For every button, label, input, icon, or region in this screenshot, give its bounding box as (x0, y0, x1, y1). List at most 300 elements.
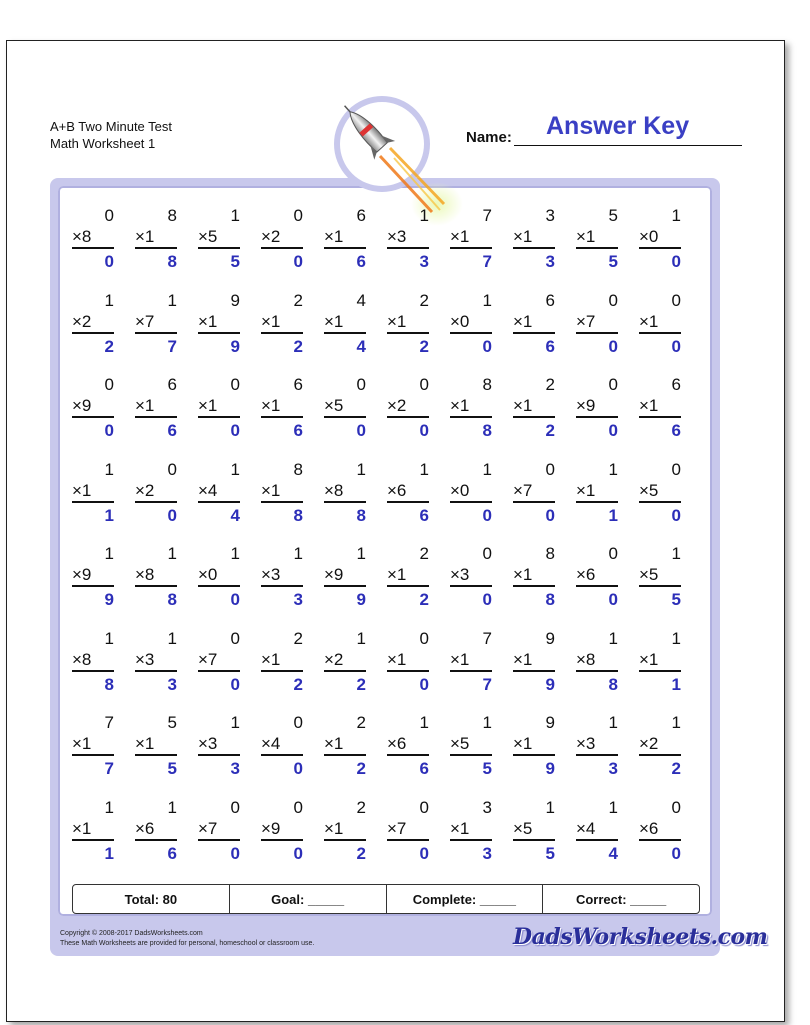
math-problem (387, 290, 429, 375)
math-problem (576, 712, 618, 797)
complete-field[interactable]: Complete: _____ (387, 885, 544, 913)
answer: 2 (356, 674, 366, 694)
answer: 0 (230, 421, 240, 440)
name-underline (514, 145, 742, 146)
operand-bottom: ×2 (324, 649, 366, 672)
operand-top: 0 (167, 459, 177, 479)
math-problem (639, 797, 681, 882)
answer: 0 (671, 505, 681, 525)
operand-bottom: ×2 (135, 480, 177, 503)
operand-bottom: ×5 (639, 480, 681, 503)
answer: 7 (482, 252, 492, 271)
answer: 1 (104, 505, 114, 525)
operand-bottom: ×9 (72, 564, 114, 587)
answer: 0 (671, 336, 681, 356)
operand-bottom: ×1 (450, 395, 492, 418)
operand-top: 0 (293, 797, 303, 817)
operand-top: 1 (671, 713, 681, 732)
operand-bottom: ×1 (324, 818, 366, 841)
operand-top: 1 (356, 459, 366, 479)
answer: 5 (608, 252, 618, 271)
answer: 9 (230, 336, 240, 356)
operand-bottom: ×5 (324, 395, 366, 418)
brand-logo: DadsWorksheets.com (513, 924, 768, 950)
math-problem (198, 543, 240, 628)
answer: 6 (293, 421, 303, 440)
answer: 0 (293, 759, 303, 778)
operand-bottom: ×8 (72, 649, 114, 672)
answer: 6 (419, 759, 429, 778)
operand-top: 9 (545, 628, 555, 648)
operand-top: 8 (167, 206, 177, 225)
answer: 0 (482, 336, 492, 356)
math-problem (198, 712, 240, 797)
operand-top: 1 (671, 544, 681, 563)
math-problem (198, 205, 240, 290)
operand-top: 0 (419, 797, 429, 817)
answer: 1 (608, 505, 618, 525)
answer: 8 (167, 590, 177, 609)
operand-top: 8 (545, 544, 555, 563)
operand-bottom: ×3 (261, 564, 303, 587)
operand-top: 6 (293, 375, 303, 394)
math-problem (513, 628, 555, 713)
operand-bottom: ×1 (324, 226, 366, 249)
answer: 8 (608, 674, 618, 694)
math-problem (639, 374, 681, 459)
math-problem (324, 374, 366, 459)
math-problem (135, 290, 177, 375)
title-line-1: A+B Two Minute Test (50, 119, 173, 134)
operand-bottom: ×6 (639, 818, 681, 841)
operand-top: 2 (293, 628, 303, 648)
answer: 6 (671, 421, 681, 440)
operand-bottom: ×1 (261, 480, 303, 503)
operand-top: 0 (608, 290, 618, 310)
operand-bottom: ×1 (513, 733, 555, 756)
operand-bottom: ×0 (450, 480, 492, 503)
answer: 3 (230, 759, 240, 778)
answer: 3 (167, 674, 177, 694)
answer: 0 (419, 421, 429, 440)
math-problem (450, 628, 492, 713)
answer: 7 (167, 336, 177, 356)
math-problem (261, 459, 303, 544)
usage-note: These Math Worksheets are provided for personal, homeschool or classroom use. (60, 940, 315, 947)
problem-grid (72, 205, 702, 881)
answer: 0 (482, 590, 492, 609)
operand-bottom: ×1 (72, 480, 114, 503)
answer: 0 (104, 421, 114, 440)
math-problem (261, 712, 303, 797)
math-problem (324, 205, 366, 290)
operand-bottom: ×1 (135, 226, 177, 249)
operand-top: 0 (293, 206, 303, 225)
operand-top: 0 (482, 544, 492, 563)
math-problem (576, 628, 618, 713)
math-problem (513, 712, 555, 797)
operand-bottom: ×8 (324, 480, 366, 503)
answer: 0 (608, 336, 618, 356)
math-problem (135, 797, 177, 882)
operand-top: 1 (230, 544, 240, 563)
math-problem (324, 543, 366, 628)
operand-bottom: ×7 (513, 480, 555, 503)
answer: 8 (167, 252, 177, 271)
math-problem (261, 628, 303, 713)
answer-key-text: Answer Key (546, 112, 690, 140)
operand-top: 0 (545, 459, 555, 479)
operand-bottom: ×2 (72, 311, 114, 334)
operand-bottom: ×0 (450, 311, 492, 334)
answer: 9 (545, 759, 555, 778)
math-problem (450, 543, 492, 628)
operand-bottom: ×8 (576, 649, 618, 672)
operand-bottom: ×1 (198, 395, 240, 418)
operand-top: 0 (230, 797, 240, 817)
operand-top: 1 (104, 628, 114, 648)
operand-bottom: ×8 (135, 564, 177, 587)
math-problem (72, 628, 114, 713)
operand-top: 1 (104, 797, 114, 817)
operand-bottom: ×7 (198, 818, 240, 841)
math-problem (576, 374, 618, 459)
operand-bottom: ×1 (72, 818, 114, 841)
math-problem (639, 543, 681, 628)
math-problem (387, 374, 429, 459)
operand-bottom: ×1 (324, 311, 366, 334)
math-problem (387, 628, 429, 713)
answer: 5 (482, 759, 492, 778)
operand-top: 1 (482, 713, 492, 732)
answer: 5 (545, 843, 555, 863)
answer: 5 (230, 252, 240, 271)
answer: 4 (608, 843, 618, 863)
math-problem (72, 374, 114, 459)
name-field[interactable] (466, 112, 742, 146)
operand-top: 1 (419, 206, 429, 225)
operand-top: 0 (230, 375, 240, 394)
operand-top: 1 (104, 459, 114, 479)
operand-bottom: ×5 (513, 818, 555, 841)
answer: 0 (293, 843, 303, 863)
copyright-text: Copyright © 2008-2017 DadsWorksheets.com (60, 930, 203, 937)
operand-top: 0 (293, 713, 303, 732)
math-problem (576, 290, 618, 375)
math-problem (135, 459, 177, 544)
operand-top: 1 (230, 713, 240, 732)
operand-top: 2 (419, 290, 429, 310)
math-problem (576, 459, 618, 544)
operand-bottom: ×1 (261, 395, 303, 418)
operand-top: 1 (482, 459, 492, 479)
operand-top: 0 (671, 459, 681, 479)
operand-bottom: ×7 (135, 311, 177, 334)
operand-bottom: ×1 (135, 395, 177, 418)
correct-field[interactable]: Correct: _____ (575, 891, 667, 907)
operand-top: 1 (608, 713, 618, 732)
operand-bottom: ×1 (198, 311, 240, 334)
math-problem (576, 797, 618, 882)
math-problem (639, 205, 681, 290)
operand-bottom: ×1 (324, 733, 366, 756)
operand-bottom: ×1 (513, 395, 555, 418)
operand-bottom: ×4 (198, 480, 240, 503)
answer: 9 (104, 590, 114, 609)
answer: 0 (230, 674, 240, 694)
answer: 9 (356, 590, 366, 609)
operand-top: 1 (230, 206, 240, 225)
operand-bottom: ×6 (387, 480, 429, 503)
math-problem (72, 797, 114, 882)
answer: 2 (104, 336, 114, 356)
operand-bottom: ×9 (576, 395, 618, 418)
answer: 8 (545, 590, 555, 609)
operand-top: 1 (608, 797, 618, 817)
answer: 5 (671, 590, 681, 609)
operand-top: 0 (356, 375, 366, 394)
math-problem (261, 374, 303, 459)
operand-bottom: ×9 (261, 818, 303, 841)
operand-bottom: ×9 (72, 395, 114, 418)
operand-top: 1 (419, 713, 429, 732)
operand-bottom: ×1 (639, 649, 681, 672)
operand-top: 1 (167, 797, 177, 817)
math-problem (261, 290, 303, 375)
operand-bottom: ×3 (387, 226, 429, 249)
operand-bottom: ×6 (387, 733, 429, 756)
operand-top: 1 (545, 797, 555, 817)
math-problem (135, 374, 177, 459)
operand-top: 3 (545, 206, 555, 225)
operand-bottom: ×1 (639, 395, 681, 418)
math-problem (261, 543, 303, 628)
operand-top: 0 (671, 797, 681, 817)
operand-top: 6 (545, 290, 555, 310)
operand-top: 5 (608, 206, 618, 225)
answer: 4 (356, 336, 366, 356)
operand-top: 2 (356, 713, 366, 732)
answer: 5 (167, 759, 177, 778)
operand-bottom: ×1 (576, 226, 618, 249)
answer: 0 (482, 505, 492, 525)
math-problem (324, 797, 366, 882)
math-problem (72, 459, 114, 544)
math-problem (198, 797, 240, 882)
math-problem (198, 290, 240, 375)
operand-top: 1 (419, 459, 429, 479)
operand-top: 2 (356, 797, 366, 817)
math-problem (324, 712, 366, 797)
math-problem (324, 628, 366, 713)
answer: 0 (293, 252, 303, 271)
operand-bottom: ×1 (387, 649, 429, 672)
answer: 0 (167, 505, 177, 525)
math-problem (387, 712, 429, 797)
operand-bottom: ×9 (324, 564, 366, 587)
answer: 6 (356, 252, 366, 271)
math-problem (324, 459, 366, 544)
operand-top: 1 (608, 459, 618, 479)
operand-bottom: ×2 (387, 395, 429, 418)
operand-top: 6 (671, 375, 681, 394)
operand-top: 7 (482, 206, 492, 225)
operand-bottom: ×3 (198, 733, 240, 756)
math-problem (135, 205, 177, 290)
answer: 9 (545, 674, 555, 694)
operand-top: 1 (230, 459, 240, 479)
math-problem (639, 290, 681, 375)
operand-top: 7 (104, 713, 114, 732)
answer: 0 (419, 843, 429, 863)
operand-top: 4 (356, 290, 366, 310)
operand-bottom: ×1 (135, 733, 177, 756)
math-problem (576, 543, 618, 628)
answer: 6 (167, 843, 177, 863)
math-problem (387, 205, 429, 290)
operand-bottom: ×4 (261, 733, 303, 756)
math-problem (450, 459, 492, 544)
operand-bottom: ×8 (72, 226, 114, 249)
math-problem (198, 628, 240, 713)
operand-bottom: ×2 (639, 733, 681, 756)
operand-top: 0 (419, 628, 429, 648)
answer: 0 (545, 505, 555, 525)
math-problem (135, 543, 177, 628)
answer: 0 (608, 421, 618, 440)
math-problem (135, 628, 177, 713)
math-problem (639, 712, 681, 797)
operand-top: 0 (419, 375, 429, 394)
operand-top: 6 (167, 375, 177, 394)
operand-bottom: ×5 (450, 733, 492, 756)
operand-bottom: ×1 (72, 733, 114, 756)
math-problem (72, 205, 114, 290)
operand-bottom: ×1 (513, 564, 555, 587)
operand-bottom: ×1 (450, 226, 492, 249)
math-problem (450, 712, 492, 797)
answer: 0 (671, 843, 681, 863)
answer: 2 (293, 336, 303, 356)
operand-bottom: ×1 (450, 649, 492, 672)
answer: 7 (104, 759, 114, 778)
operand-top: 1 (104, 290, 114, 310)
operand-bottom: ×1 (513, 311, 555, 334)
operand-bottom: ×1 (261, 649, 303, 672)
answer: 0 (419, 674, 429, 694)
operand-top: 5 (167, 713, 177, 732)
operand-top: 1 (356, 628, 366, 648)
math-problem (261, 797, 303, 882)
operand-top: 9 (230, 290, 240, 310)
math-problem (387, 543, 429, 628)
math-problem (513, 459, 555, 544)
math-problem (513, 374, 555, 459)
operand-top: 8 (293, 459, 303, 479)
math-problem (387, 459, 429, 544)
operand-top: 0 (104, 375, 114, 394)
worksheet-title (50, 118, 172, 152)
operand-bottom: ×5 (198, 226, 240, 249)
operand-top: 2 (419, 544, 429, 563)
answer: 2 (356, 843, 366, 863)
total-count: Total: 80 (73, 885, 230, 913)
answer: 2 (356, 759, 366, 778)
math-problem (72, 712, 114, 797)
operand-bottom: ×3 (450, 564, 492, 587)
operand-top: 1 (356, 544, 366, 563)
math-problem (450, 205, 492, 290)
title-line-2: Math Worksheet 1 (50, 136, 156, 151)
math-problem (72, 543, 114, 628)
answer: 7 (482, 674, 492, 694)
operand-bottom: ×1 (261, 311, 303, 334)
operand-top: 0 (608, 375, 618, 394)
answer: 8 (356, 505, 366, 525)
math-problem (72, 290, 114, 375)
operand-bottom: ×1 (513, 649, 555, 672)
operand-top: 1 (167, 628, 177, 648)
operand-top: 9 (545, 713, 555, 732)
operand-bottom: ×2 (261, 226, 303, 249)
operand-top: 1 (608, 628, 618, 648)
answer: 2 (419, 336, 429, 356)
math-problem (639, 459, 681, 544)
answer: 3 (482, 843, 492, 863)
operand-bottom: ×1 (639, 311, 681, 334)
operand-top: 0 (608, 544, 618, 563)
operand-bottom: ×0 (198, 564, 240, 587)
answer: 0 (608, 590, 618, 609)
operand-top: 8 (482, 375, 492, 394)
answer: 3 (608, 759, 618, 778)
answer: 0 (230, 590, 240, 609)
operand-bottom: ×1 (387, 564, 429, 587)
operand-top: 1 (671, 206, 681, 225)
operand-bottom: ×7 (198, 649, 240, 672)
answer: 6 (167, 421, 177, 440)
footer (60, 929, 314, 949)
operand-bottom: ×6 (576, 564, 618, 587)
math-problem (513, 543, 555, 628)
math-problem (639, 628, 681, 713)
math-problem (387, 797, 429, 882)
operand-bottom: ×1 (450, 818, 492, 841)
operand-top: 7 (482, 628, 492, 648)
answer: 0 (104, 252, 114, 271)
answer: 2 (293, 674, 303, 694)
answer: 6 (545, 336, 555, 356)
answer: 0 (230, 843, 240, 863)
answer: 1 (104, 843, 114, 863)
math-problem (198, 459, 240, 544)
answer: 8 (482, 421, 492, 440)
math-problem (576, 205, 618, 290)
answer: 3 (293, 590, 303, 609)
math-problem (450, 374, 492, 459)
math-problem (198, 374, 240, 459)
answer: 2 (671, 759, 681, 778)
operand-top: 0 (104, 206, 114, 225)
operand-bottom: ×3 (576, 733, 618, 756)
operand-top: 1 (167, 544, 177, 563)
operand-top: 6 (356, 206, 366, 225)
operand-top: 1 (167, 290, 177, 310)
goal-field[interactable]: Goal: _____ (230, 885, 387, 913)
operand-bottom: ×4 (576, 818, 618, 841)
operand-top: 3 (482, 797, 492, 817)
operand-bottom: ×0 (639, 226, 681, 249)
